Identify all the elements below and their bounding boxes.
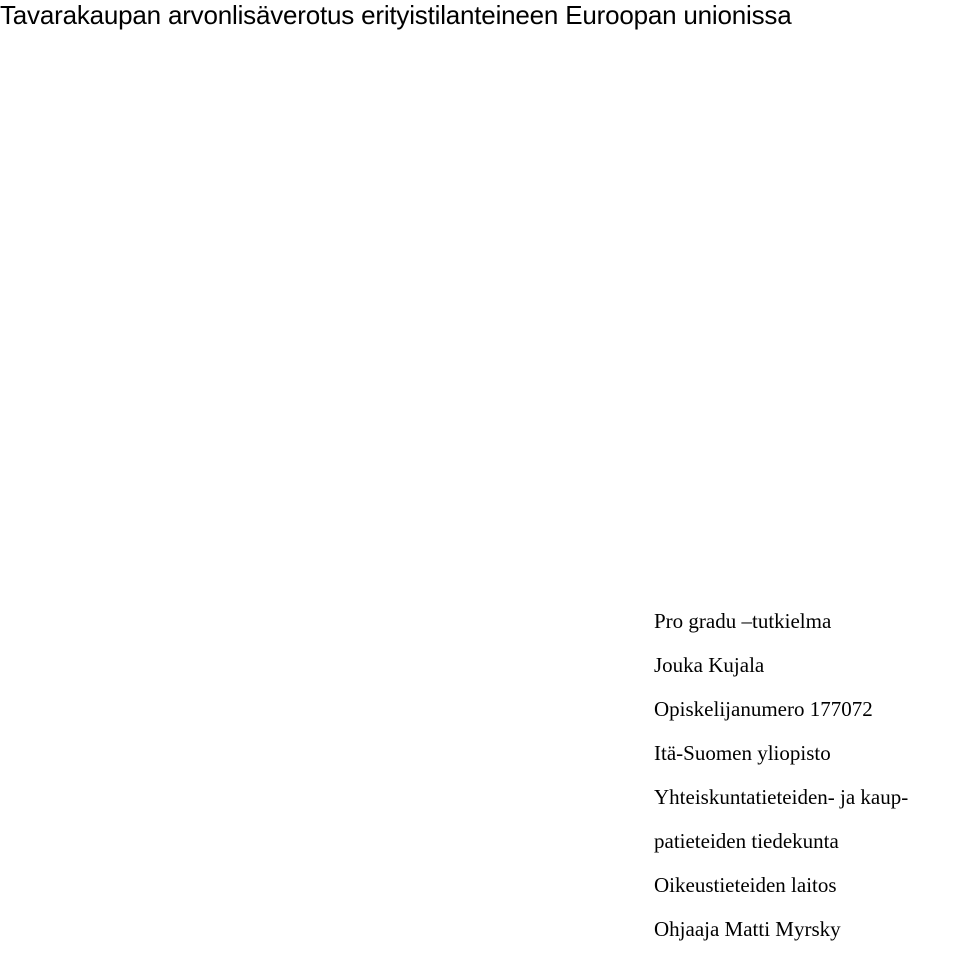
thesis-type-line: Pro gradu –tutkielma bbox=[654, 609, 832, 633]
department-line: Oikeustieteiden laitos bbox=[654, 873, 837, 897]
title-page-info-block bbox=[654, 606, 908, 958]
author-line: Jouka Kujala bbox=[654, 653, 765, 677]
university-line: Itä-Suomen yliopisto bbox=[654, 741, 831, 765]
faculty-line-1: Yhteiskuntatieteiden- ja kaup- bbox=[654, 785, 909, 809]
student-number-line: Opiskelijanumero 177072 bbox=[654, 697, 873, 721]
supervisor-line: Ohjaaja Matti Myrsky bbox=[654, 917, 841, 941]
faculty-line-2: patieteiden tiedekunta bbox=[654, 829, 839, 853]
document-title: Tavarakaupan arvonlisäverotus erityistilanteineen Euroopan unionissa bbox=[0, 0, 792, 30]
